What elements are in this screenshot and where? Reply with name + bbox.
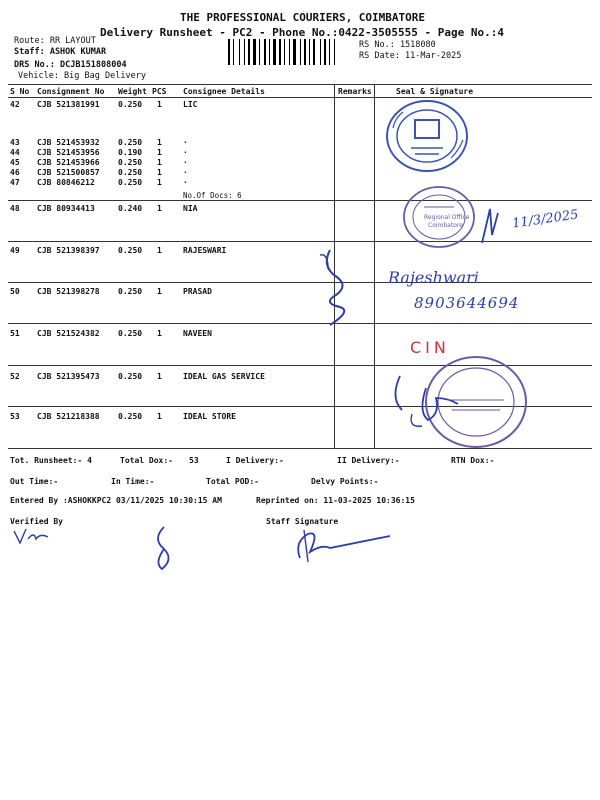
col-remarks: Remarks (338, 87, 372, 96)
barcode-bar (293, 39, 296, 65)
row-details: LIC (183, 100, 198, 109)
row-details: . (183, 146, 188, 155)
barcode-bar (320, 39, 321, 65)
row-pcs: 1 (157, 148, 162, 157)
barcode-bar (334, 39, 335, 65)
barcode-bar (264, 39, 266, 65)
row-weight: 0.250 (118, 246, 143, 255)
row-weight: 0.250 (118, 158, 143, 167)
rs-date: RS Date: 11-Mar-2025 (359, 51, 462, 61)
runsheet-title: Delivery Runsheet - PC2 - Phone No.:0422-3505555 - Page No.:4 (100, 26, 504, 39)
row-consignment: CJB 521398397 (37, 246, 100, 255)
drs-number: DRS No.: DCJB151808004 (14, 60, 127, 70)
row-details: NIA (183, 204, 198, 213)
row-pcs: 1 (157, 287, 162, 296)
row-consignment: CJB 521524382 (37, 329, 100, 338)
row-consignment: CJB 521453966 (37, 158, 100, 167)
row-pcs: 1 (157, 329, 162, 338)
entered-by: Entered By :ASHOKKPC2 03/11/2025 10:30:15 AM (10, 496, 222, 505)
nia-stamp-text-2: Coimbatore (428, 222, 463, 229)
row-consignment: CJB 521453932 (37, 138, 100, 147)
row-consignment: CJB 521218388 (37, 412, 100, 421)
row-pcs: 1 (157, 158, 162, 167)
col-weight: Weight (118, 87, 147, 96)
total-dox-value: 53 (189, 456, 199, 465)
row-details: IDEAL STORE (183, 412, 236, 421)
row-weight: 0.250 (118, 372, 143, 381)
barcode-bar (259, 39, 260, 65)
barcode-bar (269, 39, 270, 65)
row-sno: 51 (10, 329, 20, 338)
reprinted-on: Reprinted on: 11-03-2025 10:36:15 (256, 496, 415, 505)
barcode-bar (300, 39, 301, 65)
row-sno: 46 (10, 168, 20, 177)
seal-divider (374, 84, 375, 448)
row-details: . (183, 166, 188, 175)
row-details: . (183, 176, 188, 185)
barcode-bar (244, 39, 245, 65)
row-sno: 42 (10, 100, 20, 109)
handwritten-date: 11/3/2025 (511, 207, 580, 232)
row-sno: 50 (10, 287, 20, 296)
row-weight: 0.250 (118, 138, 143, 147)
row-consignment: CJB 521381991 (37, 100, 100, 109)
delvy-points: Delvy Points:- (311, 477, 379, 486)
no-of-docs: No.Of Docs: 6 (183, 191, 242, 200)
row-pcs: 1 (157, 100, 162, 109)
barcode-bar (284, 39, 285, 65)
row-consignment: CJB 80934413 (37, 204, 95, 213)
table-header-border (8, 97, 592, 98)
company-name: THE PROFESSIONAL COURIERS, COIMBATORE (180, 11, 426, 24)
row-weight: 0.190 (118, 148, 143, 157)
i-delivery: I Delivery:- (226, 456, 284, 465)
nia-stamp-text-1: Regional Office (424, 214, 470, 221)
row-sno: 45 (10, 158, 20, 167)
barcode (228, 39, 350, 65)
row-weight: 0.250 (118, 329, 143, 338)
row-pcs: 1 (157, 138, 162, 147)
row-pcs: 1 (157, 372, 162, 381)
row-consignment: CJB 521395473 (37, 372, 100, 381)
barcode-bar (239, 39, 240, 65)
row-details: PRASAD (183, 287, 212, 296)
verified-signature (12, 525, 52, 547)
row-pcs: 1 (157, 168, 162, 177)
total-dox-label: Total Dox:- (120, 456, 173, 465)
signature-scribble (388, 368, 468, 438)
row-consignment: CJB 521500857 (37, 168, 100, 177)
row-sno: 43 (10, 138, 20, 147)
col-pcs: PCS (152, 87, 167, 96)
handwritten-red-note: CIN (410, 338, 450, 357)
tot-runsheet: Tot. Runsheet:- 4 (10, 456, 92, 465)
col-consignee: Consignee Details (183, 87, 265, 96)
table-top-border (8, 84, 592, 85)
row-weight: 0.240 (118, 204, 143, 213)
staff-label: Staff: ASHOK KUMAR (14, 47, 107, 57)
barcode-bar (279, 39, 281, 65)
route-label: Route: RR LAYOUT (14, 36, 96, 46)
row-sno: 49 (10, 246, 20, 255)
row-pcs: 1 (157, 178, 162, 187)
row-sno: 44 (10, 148, 20, 157)
verified-by-label: Verified By (10, 517, 63, 526)
row-sno: 48 (10, 204, 20, 213)
barcode-bar (253, 39, 256, 65)
rtn-dox: RTN Dox:- (451, 456, 495, 465)
out-time: Out Time:- (10, 477, 59, 486)
row-sno: 47 (10, 178, 20, 187)
row-details: . (183, 136, 188, 145)
row-pcs: 1 (157, 246, 162, 255)
row-pcs: 1 (157, 412, 162, 421)
barcode-bar (309, 39, 310, 65)
in-time: In Time:- (111, 477, 155, 486)
ii-delivery: II Delivery:- (337, 456, 400, 465)
rs-number: RS No.: 1518080 (359, 40, 436, 50)
row-divider (8, 241, 592, 242)
barcode-bar (289, 39, 290, 65)
barcode-bar (329, 39, 330, 65)
barcode-bar (273, 39, 276, 65)
row-sno: 53 (10, 412, 20, 421)
row-pcs: 1 (157, 204, 162, 213)
handwritten-phone: 8903644694 (414, 294, 520, 312)
row-details: . (183, 156, 188, 165)
row-details: IDEAL GAS SERVICE (183, 372, 265, 381)
col-consignment: Consignment No (37, 87, 105, 96)
row-weight: 0.250 (118, 287, 143, 296)
row-weight: 0.250 (118, 412, 143, 421)
staff-signature-label: Staff Signature (266, 517, 339, 526)
signature-scribble (480, 205, 500, 245)
row-divider (8, 200, 592, 201)
row-details: RAJESWARI (183, 246, 227, 255)
col-sno: S No (10, 87, 30, 96)
vehicle-label: Vehicle: Big Bag Delivery (18, 71, 146, 81)
barcode-bar (304, 39, 306, 65)
row-consignment: CJB 521453956 (37, 148, 100, 157)
signature-scribble (300, 245, 360, 330)
row-weight: 0.250 (118, 168, 143, 177)
total-pod: Total POD:- (206, 477, 259, 486)
row-sno: 52 (10, 372, 20, 381)
row-details: NAVEEN (183, 329, 212, 338)
row-consignment: CJB 80846212 (37, 178, 95, 187)
lic-stamp (385, 98, 470, 173)
row-consignment: CJB 521398278 (37, 287, 100, 296)
row-weight: 0.250 (118, 100, 143, 109)
col-seal: Seal & Signature (396, 87, 474, 96)
handwritten-name: Rajeshwari (388, 268, 479, 287)
barcode-bar (313, 39, 315, 65)
barcode-bar (228, 39, 230, 65)
barcode-bar (248, 39, 250, 65)
row-weight: 0.250 (118, 178, 143, 187)
barcode-bar (233, 39, 234, 65)
numeral-scribble (150, 525, 175, 573)
barcode-bar (324, 39, 326, 65)
staff-signature (290, 522, 400, 564)
